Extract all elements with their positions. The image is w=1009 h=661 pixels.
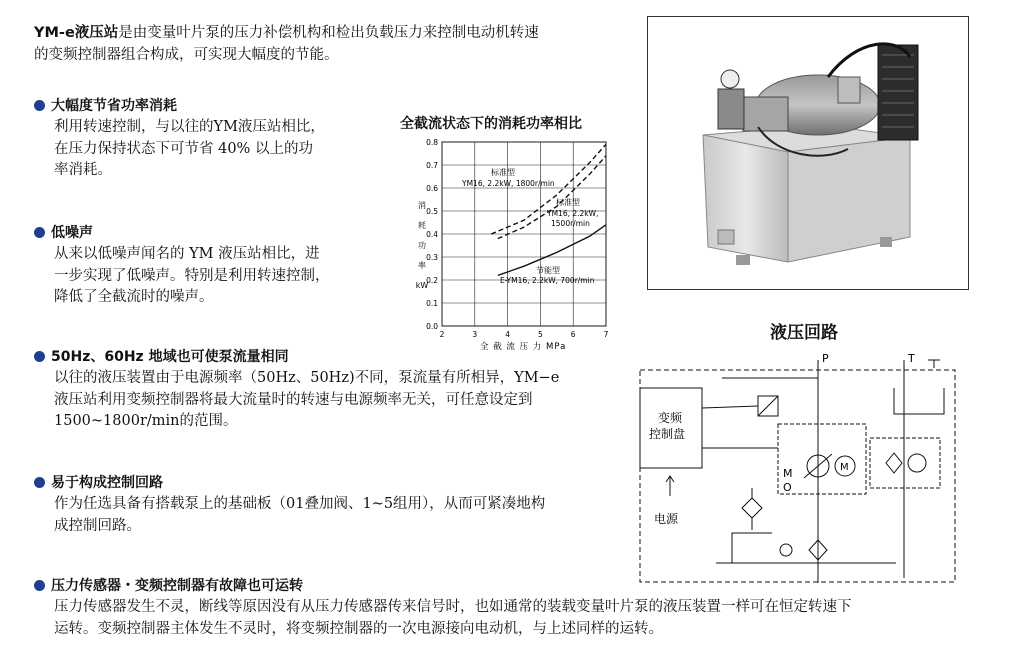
section-title: 低噪声 [51,225,93,241]
section-line: 1500~1800r/min的范围。 [54,413,238,429]
intro-text-1: 是由变量叶片泵的压力补偿机构和检出负载压力来控制电动机转速 [118,25,539,41]
y-axis-label-char: 功 [418,241,426,250]
section-line: 一步实现了低噪声。特别是利用转速控制， [54,267,330,284]
section-line: 降低了全截流时的噪声。 [54,289,214,305]
bullet-icon [34,100,45,111]
intro-lead: YM-e液压站 [34,25,119,41]
section-line: 液压站利用变频控制器将最大流量时的转速与电源频率无关，可任意设定到 [54,391,533,408]
section-line: 运转。变频控制器主体发生不灵时，将变频控制器的一次电源接向电动机，与上述同样的运转。 [54,620,663,637]
section-energy-saving [34,97,325,182]
x-tick-label: 6 [570,330,576,339]
bullet-icon [34,351,45,362]
y-tick-label: 0.1 [426,299,438,308]
y-axis-label-char: 消 [418,201,426,210]
y-axis-label-char: kW [415,281,429,290]
x-tick-label: 7 [603,330,609,339]
section-line: 率消耗。 [54,162,112,178]
gauge-icon [780,544,792,556]
circuit-title: 液压回路 [770,323,838,343]
y-tick-label: 0.2 [426,276,438,285]
cooler-icon [886,453,902,473]
port-p-label: P [822,352,829,365]
hydraulic-circuit-diagram [632,348,972,591]
chart-annotations [461,167,598,285]
section-title: 易于构成控制回路 [51,475,163,491]
section-title: 大幅度节省功率消耗 [51,98,177,114]
hydraulic-unit-icon [648,17,968,289]
section-line: 成控制回路。 [54,517,141,534]
hydraulic-unit-photo [647,16,969,290]
chart-grid [442,142,606,326]
section-line: 以往的液压装置由于电源频率（50Hz、50Hz)不同，泵流量有所相异，YM−e [54,370,560,386]
x-tick-label: 5 [538,330,543,339]
bullet-icon [34,580,45,591]
annotation-std-1800-line1: 标准型 [491,168,515,177]
y-tick-label: 0.0 [426,322,438,331]
o-letter: O [783,481,792,494]
section-control-circuit [34,474,545,537]
cooler-box [870,438,940,488]
power-chart [396,134,618,356]
section-line: 从来以低噪声闻名的 YM 液压站相比，进 [54,246,320,262]
section-line: 压力传感器发生不灵，断线等原因没有从压力传感器传来信号时，也如通常的装载变量叶片泵的液压装置一样可在恒定转速下 [54,599,852,615]
y-tick-label: 0.5 [426,207,438,216]
power-label: 电源 [654,512,679,526]
y-tick-label: 0.3 [426,253,438,262]
section-frequency [34,348,559,433]
x-tick-label: 2 [439,330,445,339]
bullet-icon [34,477,45,488]
section-title: 压力传感器・变频控制器有故障也可运转 [51,578,303,594]
annotation-eco-line1: 节能型 [536,266,560,275]
fan-motor-icon [908,454,926,472]
y-tick-label: 0.7 [426,161,438,170]
controller-label-2: 控制盘 [649,427,686,441]
section-line: 在压力保持状态下可节省 40% 以上的功 [54,140,313,157]
intro-text-2: 的变频控制器组合构成，可实现大幅度的节能。 [34,47,339,63]
y-axis-label-char: 耗 [418,221,426,230]
section-title: 50Hz、60Hz 地域也可使泵流量相同 [51,349,289,365]
chart-title: 全截流状态下的消耗功率相比 [400,116,582,132]
section-line: 利用转速控制，与以往的YM液压站相比， [54,119,325,135]
annotation-std-1800-line2: YM16, 2.2kW, 1800r/min [462,179,555,188]
filter-icon [742,498,762,518]
m-letter: M [783,467,793,480]
x-tick-label: 3 [472,330,478,339]
annotation-std-1500-line3: 1500r/min [551,219,590,228]
port-t-label: T [908,352,915,365]
section-line: 作为任选具备有搭载泵上的基础板（01叠加阀、1~5组用），从而可紧凑地构 [54,496,546,512]
annotation-std-1500-line2: YM16, 2.2kW, [547,209,599,218]
y-tick-label: 0.8 [426,138,438,147]
motor-letter: M [840,462,849,473]
section-low-noise [34,224,330,309]
chart-y-ticks [426,138,438,331]
y-axis-label-char: 率 [418,261,426,270]
y-tick-label: 0.4 [426,230,438,239]
controller-label-1: 变频 [658,411,683,425]
intro-paragraph [34,22,634,66]
x-tick-label: 4 [505,330,510,339]
y-tick-label: 0.6 [426,184,438,193]
annotation-std-1500-line1: 标准型 [556,198,580,207]
chart-x-label: 全 截 流 压 力 MPa [480,342,567,352]
bullet-icon [34,227,45,238]
annotation-eco-line2: E-YM16, 2.2kW, 700r/min [500,276,595,285]
chart-x-ticks [440,330,609,339]
